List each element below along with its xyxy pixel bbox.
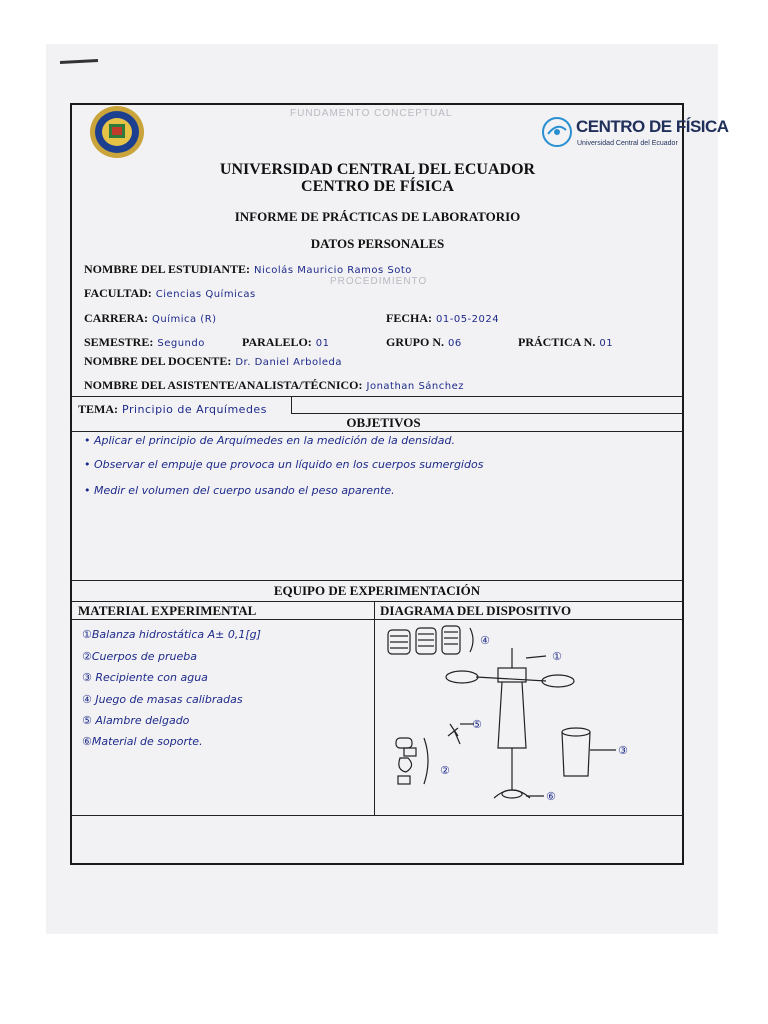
material-item: ④ Juego de masas calibradas — [82, 693, 243, 706]
topic-row — [78, 400, 267, 418]
practice-value: 01 — [599, 338, 614, 349]
center-title: CENTRO DE FÍSICA — [301, 178, 454, 195]
group-label: GRUPO N. — [386, 335, 444, 349]
assistant-row — [84, 376, 464, 394]
show-through-heading-2: PROCEDIMIENTO — [330, 276, 428, 287]
divider — [71, 580, 683, 581]
material-header: MATERIAL EXPERIMENTAL — [78, 603, 257, 618]
equipment-title: EQUIPO DE EXPERIMENTACIÓN — [273, 583, 481, 598]
test-bodies-icon — [396, 738, 428, 784]
diagram-label: ④ — [480, 634, 490, 647]
topic-label: TEMA: — [78, 402, 118, 416]
logo-subtitle: Universidad Central del Ecuador — [577, 140, 678, 147]
teacher-label: NOMBRE DEL DOCENTE: — [84, 354, 232, 368]
university-title: UNIVERSIDAD CENTRAL DEL ECUADOR — [219, 161, 536, 178]
university-seal-icon — [88, 104, 146, 160]
divider — [71, 815, 683, 816]
semester-label: SEMESTRE: — [84, 335, 154, 349]
material-item: ②Cuerpos de prueba — [82, 650, 197, 663]
topic-value: Principio de Arquímedes — [122, 403, 267, 416]
group-value: 06 — [448, 338, 462, 349]
diagram-label: ③ — [618, 744, 628, 757]
section-title: DATOS PERSONALES — [310, 236, 445, 251]
physics-center-logo-icon — [540, 116, 574, 148]
semester-row — [84, 333, 205, 351]
student-label: NOMBRE DEL ESTUDIANTE: — [84, 262, 251, 276]
teacher-value: Dr. Daniel Arboleda — [235, 357, 342, 368]
faculty-value: Ciencias Químicas — [155, 289, 256, 300]
divider — [291, 396, 292, 413]
parallel-label: PARALELO: — [242, 335, 312, 349]
group-row — [386, 333, 462, 351]
divider — [291, 413, 683, 414]
teacher-row — [84, 352, 342, 370]
divider — [71, 396, 683, 397]
career-label: CARRERA: — [84, 311, 148, 325]
objective-item: • Observar el empuje que provoca un líquido en los cuerpos sumergidos — [84, 458, 484, 471]
objective-item: • Aplicar el principio de Arquímedes en la medición de la densidad. — [84, 434, 456, 447]
career-row — [84, 309, 217, 327]
diagram-label: ⑥ — [546, 790, 556, 803]
date-label: FECHA: — [386, 311, 432, 325]
faculty-label: FACULTAD: — [84, 286, 152, 300]
student-row — [84, 260, 412, 278]
practice-label: PRÁCTICA N. — [518, 335, 596, 349]
report-title: INFORME DE PRÁCTICAS DE LABORATORIO — [234, 209, 521, 224]
diagram-header: DIAGRAMA DEL DISPOSITIVO — [380, 603, 572, 618]
divider — [374, 601, 375, 815]
semester-value: Segundo — [157, 338, 205, 349]
diagram-label: ① — [552, 650, 562, 663]
material-item: ⑤ Alambre delgado — [82, 714, 190, 727]
material-item: ③ Recipiente con agua — [82, 671, 208, 684]
hydrostatic-balance-icon — [446, 648, 574, 798]
diagram-label: ⑤ — [472, 718, 482, 731]
career-value: Química (R) — [152, 314, 217, 325]
divider — [71, 601, 683, 602]
student-value: Nicolás Mauricio Ramos Soto — [254, 265, 412, 276]
wire-icon — [448, 724, 460, 744]
assistant-label: NOMBRE DEL ASISTENTE/ANALISTA/TÉCNICO: — [84, 378, 363, 392]
faculty-row — [84, 284, 256, 302]
show-through-heading: FUNDAMENTO CONCEPTUAL — [290, 108, 453, 119]
device-diagram — [376, 620, 682, 814]
water-container-icon — [562, 728, 616, 776]
logo-title: CENTRO DE FÍSICA — [576, 117, 729, 136]
assistant-value: Jonathan Sánchez — [366, 381, 465, 392]
divider — [71, 431, 683, 432]
material-item: ⑥Material de soporte. — [82, 735, 203, 748]
date-value: 01-05-2024 — [436, 314, 500, 325]
objective-item: • Medir el volumen del cuerpo usando el peso aparente. — [84, 484, 395, 497]
practice-row — [518, 333, 613, 351]
diagram-label: ② — [440, 764, 450, 777]
objectives-title: OBJETIVOS — [346, 415, 421, 430]
material-item: ①Balanza hidrostática A± 0,1[g] — [82, 628, 261, 641]
calibrated-masses-icon — [388, 626, 473, 654]
date-row — [386, 309, 499, 327]
parallel-value: 01 — [315, 338, 330, 349]
parallel-row — [242, 333, 330, 351]
